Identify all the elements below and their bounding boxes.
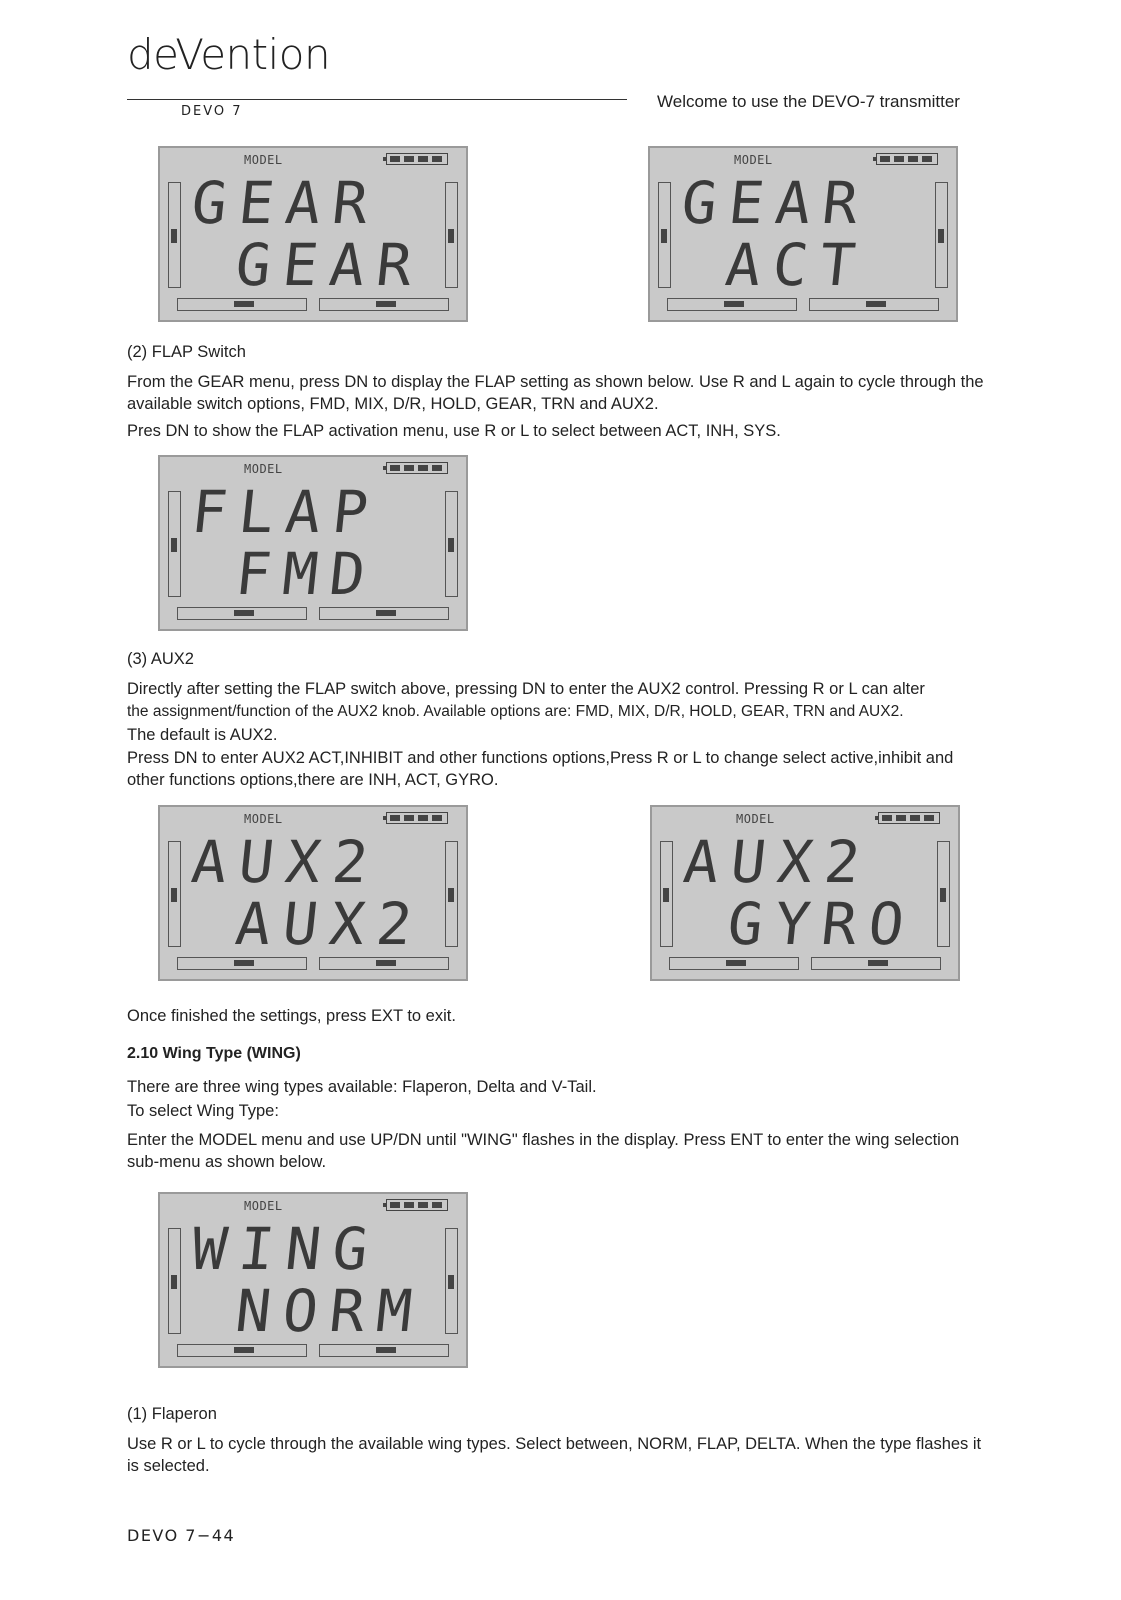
lcd-line1: AUX2 [680,828,876,896]
flap-heading: (2) FLAP Switch [127,343,246,361]
trim-bar-bottom-right [811,957,941,970]
trim-bar-right [445,1228,458,1334]
lcd-model-label: MODEL [244,1199,283,1213]
battery-icon [876,153,938,165]
flap-paragraph-2: Pres DN to show the FLAP activation menu, use R or L to select between ACT, INH, SYS. [127,422,781,440]
wing-paragraph-3: Enter the MODEL menu and use UP/DN until "WING" flashes in the display. Press ENT to enter the wing selection sub-menu as shown below. [127,1131,960,1171]
lcd-screen-aux2-gyro [650,805,960,981]
exit-instruction: Once finished the settings, press EXT to exit. [127,1007,456,1025]
trim-bar-right [445,841,458,947]
trim-bar-bottom-right [319,1344,449,1357]
trim-bar-left [168,182,181,288]
trim-bar-left [168,491,181,597]
trim-bar-right [935,182,948,288]
lcd-line1: GEAR [188,169,384,237]
trim-bar-left [658,182,671,288]
lcd-line1: GEAR [678,169,874,237]
page-header-title: Welcome to use the DEVO-7 transmitter [657,92,960,111]
lcd-model-label: MODEL [244,153,283,167]
lcd-model-label: MODEL [736,812,775,826]
battery-icon [386,462,448,474]
trim-bar-bottom-left [667,298,797,311]
lcd-screen-gear-act [648,146,958,322]
lcd-line2: FMD [232,540,381,608]
trim-bar-left [168,1228,181,1334]
wing-heading: 2.10 Wing Type (WING) [127,1045,301,1062]
trim-bar-bottom-left [177,957,307,970]
battery-icon [386,153,448,165]
lcd-line2: ACT [722,231,871,299]
lcd-screen-aux2-aux2 [158,805,468,981]
aux-paragraph-2: Press DN to enter AUX2 ACT,INHIBIT and other functions options,Press R or L to change select active,inhibit and other functions options,there are INH, ACT, GYRO. [127,749,954,789]
lcd-screen-flap-fmd [158,455,468,631]
flap-paragraph-1: From the GEAR menu, press DN to display the FLAP setting as shown below. Use R and L again to cycle through the available switch options, FMD, MIX, D/R, HOLD, GEAR, TRN and AUX2. [127,373,984,413]
lcd-line1: FLAP [188,478,384,546]
flaperon-paragraph-1: Use R or L to cycle through the available wing types. Select between, NORM, FLAP, DELTA. When the type flashes it is selected. [127,1435,982,1475]
flaperon-heading: (1) Flaperon [127,1405,217,1423]
lcd-line1: WING [188,1215,384,1283]
trim-bar-bottom-left [177,607,307,620]
trim-bar-bottom-right [319,607,449,620]
lcd-line2: AUX2 [232,890,428,958]
trim-bar-bottom-right [319,298,449,311]
trim-bar-bottom-left [177,1344,307,1357]
trim-bar-bottom-left [177,298,307,311]
lcd-line2: NORM [232,1277,428,1345]
header-divider [127,99,627,100]
wing-paragraph-2: To select Wing Type: [127,1102,279,1120]
lcd-model-label: MODEL [244,462,283,476]
aux-heading: (3) AUX2 [127,650,194,668]
trim-bar-bottom-left [669,957,799,970]
aux-paragraph-1b: the assignment/function of the AUX2 knob. Available options are: FMD, MIX, D/R, HOLD, GEAR, TRN and AUX2. [127,703,904,720]
lcd-screen-wing-norm [158,1192,468,1368]
lcd-screen-gear-gear [158,146,468,322]
lcd-model-label: MODEL [244,812,283,826]
lcd-line2: GEAR [232,231,428,299]
aux-paragraph-1c: The default is AUX2. [127,726,278,744]
battery-icon [878,812,940,824]
trim-bar-bottom-right [809,298,939,311]
page-number: DEVO 7−44 [127,1526,236,1545]
trim-bar-left [168,841,181,947]
trim-bar-right [445,491,458,597]
trim-bar-right [445,182,458,288]
brand-model: DEVO 7 [181,104,243,119]
lcd-line2: GYRO [724,890,920,958]
aux-paragraph-1a: Directly after setting the FLAP switch above, pressing DN to enter the AUX2 control. Pressing R or L can alter [127,680,925,698]
battery-icon [386,812,448,824]
lcd-line1: AUX2 [188,828,384,896]
trim-bar-left [660,841,673,947]
lcd-model-label: MODEL [734,153,773,167]
battery-icon [386,1199,448,1211]
wing-paragraph-1: There are three wing types available: Flaperon, Delta and V-Tail. [127,1078,597,1096]
trim-bar-right [937,841,950,947]
trim-bar-bottom-right [319,957,449,970]
brand-logo: deVention [127,30,331,79]
